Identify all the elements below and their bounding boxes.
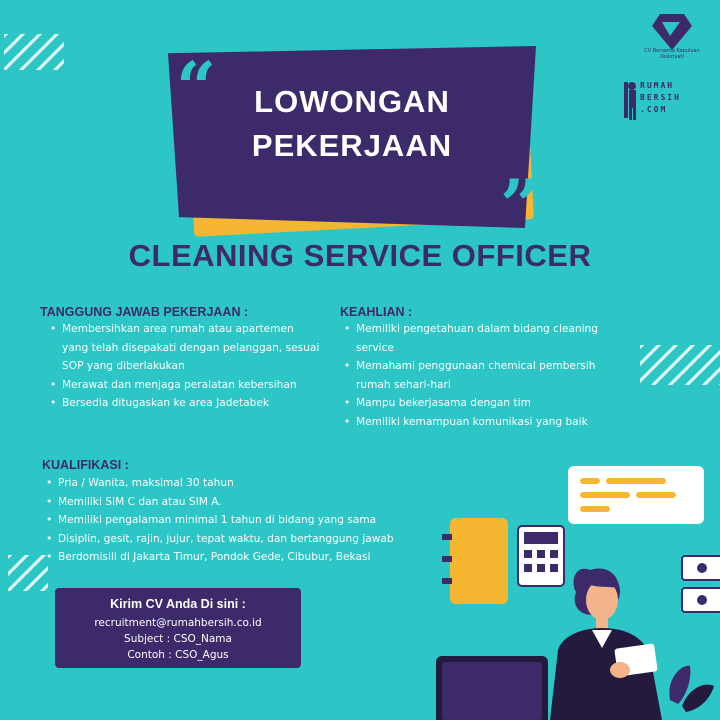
brand-name [640, 80, 681, 116]
list-item: • Memiliki pengalaman minimal 1 tahun di bidang yang sama [44, 511, 464, 530]
brand-line-1: RUMAH [640, 81, 675, 90]
skills-heading: KEAHLIAN : [340, 305, 413, 319]
brand-line-2: BERSIH [640, 93, 681, 102]
quote-open-icon: “ [176, 46, 217, 129]
send-cv-heading: Kirim CV Anda Di sini : [110, 597, 246, 611]
list-item: • Memiliki SIM C dan atau SIM A. [44, 493, 464, 512]
quote-close-icon: ” [500, 164, 541, 247]
banner-line-1: LOWONGAN [254, 84, 450, 119]
list-item: • Berdomisili di Jakarta Timur, Pondok Gede, Cibubur, Bekasi [44, 548, 464, 567]
list-item: • Pria / Wanita, maksimal 30 tahun [44, 474, 464, 493]
list-item: • Memahami penggunaan chemical pembersih rumah sehari-hari [342, 357, 612, 394]
email-subject-example: Contoh : CSO_Agus [127, 649, 229, 661]
banner-line-2: PEKERJAAN [251, 128, 453, 163]
list-item: • Disiplin, gesit, rajin, jujur, tepat waktu, dan bertanggung jawab [44, 530, 464, 549]
qualifications-heading: KUALIFIKASI : [42, 458, 129, 472]
list-item: • Merawat dan menjaga peralatan kebersihan [48, 376, 320, 395]
responsibilities-list [48, 320, 320, 413]
stripe-decoration-bottom-left [8, 555, 48, 591]
job-title: CLEANING SERVICE OFFICER [128, 238, 592, 273]
list-item: • Membersihkan area rumah atau apartemen yang telah disepakati dengan pelanggan, sesuai SOP yang diberlakukan [48, 320, 320, 376]
send-cv-box [55, 588, 301, 668]
recruitment-email[interactable]: recruitment@rumahbersih.co.id [94, 617, 262, 629]
list-item: • Bersedia ditugaskan ke area Jadetabek [48, 394, 320, 413]
list-item: • Memiliki pengetahuan dalam bidang cleaning service [342, 320, 612, 357]
stripe-decoration-left [4, 34, 64, 70]
stripe-decoration-right-mid [640, 345, 720, 385]
company-logo-caption: CV Bersama Kepuluan Diskriyati [644, 48, 700, 60]
list-item: • Mampu bekerjasama dengan tim [342, 394, 612, 413]
banner-title [168, 80, 536, 168]
brand-line-3: .COM [640, 105, 668, 114]
skills-list [342, 320, 612, 432]
qualifications-list [44, 474, 464, 567]
email-subject-format: Subject : CSO_Nama [124, 633, 232, 645]
responsibilities-heading: TANGGUNG JAWAB PEKERJAAN : [40, 305, 249, 319]
worker-illustration [420, 460, 720, 720]
list-item: • Memiliki kemampuan komunikasi yang baik [342, 413, 612, 432]
